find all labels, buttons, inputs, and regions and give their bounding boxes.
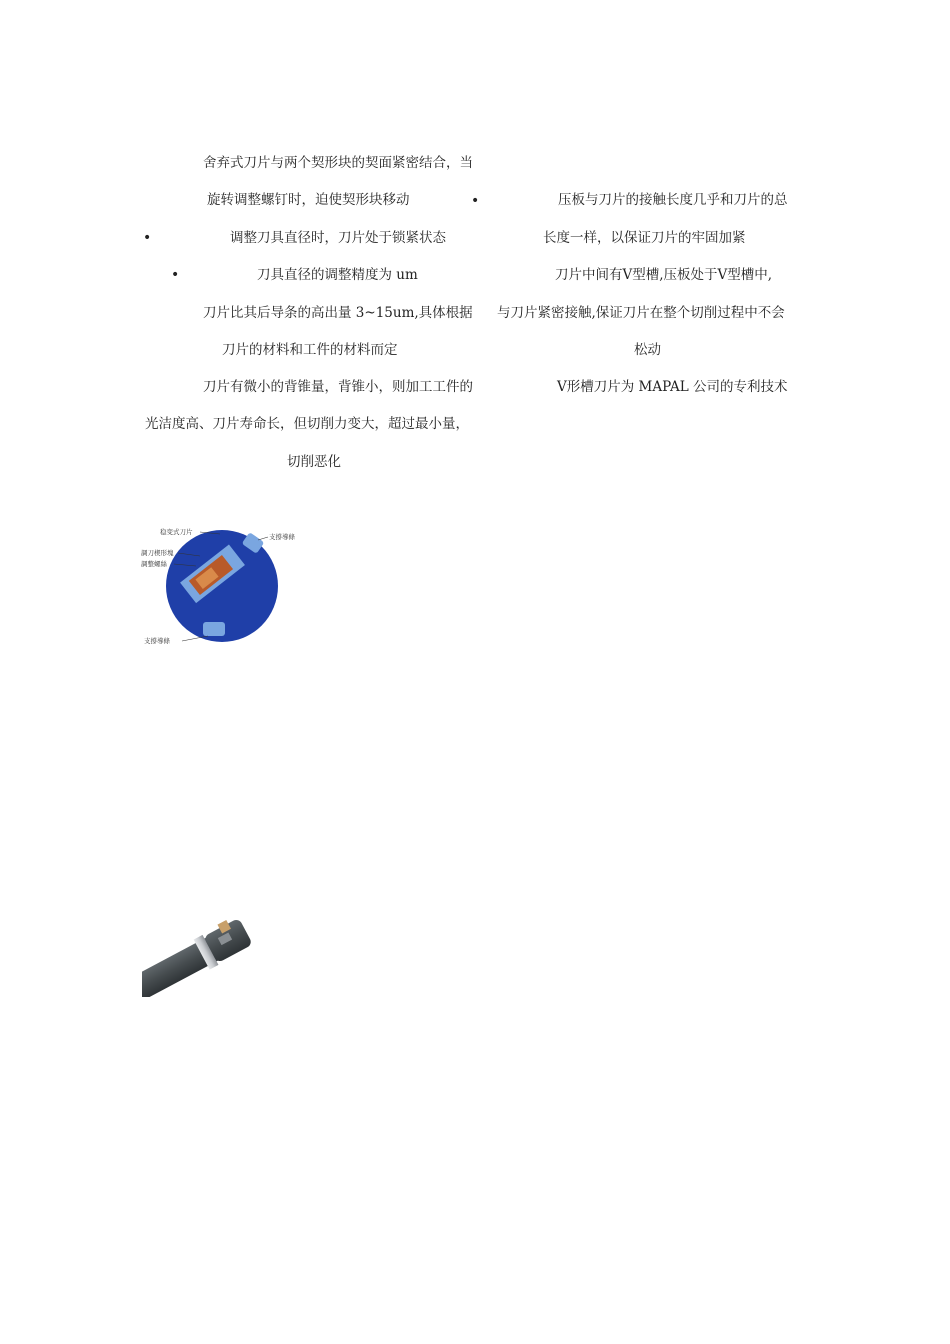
bullet-marker: •: [171, 267, 180, 283]
left-bullet-2: 刀具直径的调整精度为 um: [257, 267, 418, 283]
left-line-5: 刀片比其后导条的高出量 3~15um,具体根据: [203, 305, 473, 321]
label-pad-top: 支撐導條: [269, 533, 295, 541]
bullet-marker: •: [143, 230, 152, 246]
boring-tool-figure: [142, 905, 262, 997]
bullet-marker: •: [471, 193, 480, 209]
left-bullet-1: 调整刀具直径时，刀片处于锁紧状态: [230, 230, 446, 246]
boring-tool-image: [142, 905, 262, 997]
support-pad-bottom: [203, 622, 225, 636]
label-screw: 調整螺絲: [141, 560, 167, 568]
cutter-cross-section-diagram: [140, 522, 300, 650]
left-line-2: 旋转调整螺钉时，迫使契形块移动: [207, 192, 410, 208]
label-wedge: 調刀楔形塊: [141, 549, 174, 557]
left-line-9: 切削恶化: [287, 454, 341, 470]
cutter-cross-section-figure: [140, 522, 300, 650]
label-insert: 稳变式刀片: [160, 528, 193, 536]
label-pad-bottom: 支撐導條: [144, 637, 170, 645]
left-line-1: 舍弃式刀片与两个契形块的契面紧密结合，当: [203, 155, 473, 171]
right-line-5: 松动: [634, 342, 661, 358]
right-line-4: 与刀片紧密接触,保证刀片在整个切削过程中不会: [497, 305, 785, 321]
left-line-7: 刀片有微小的背锥量，背锥小，则加工工件的: [203, 379, 473, 395]
left-line-8: 光洁度高、刀片寿命长，但切削力变大，超过最小量，: [145, 416, 469, 432]
left-line-6: 刀片的材料和工件的材料而定: [222, 342, 398, 358]
right-line-6: V形槽刀片为 MAPAL 公司的专利技术: [557, 379, 788, 395]
right-bullet-1-line-1: 压板与刀片的接触长度几乎和刀片的总: [558, 192, 788, 208]
right-line-3: 刀片中间有V型槽,压板处于V型槽中,: [555, 267, 773, 283]
right-bullet-1-line-2: 长度一样，以保证刀片的牢固加紧: [543, 230, 746, 246]
